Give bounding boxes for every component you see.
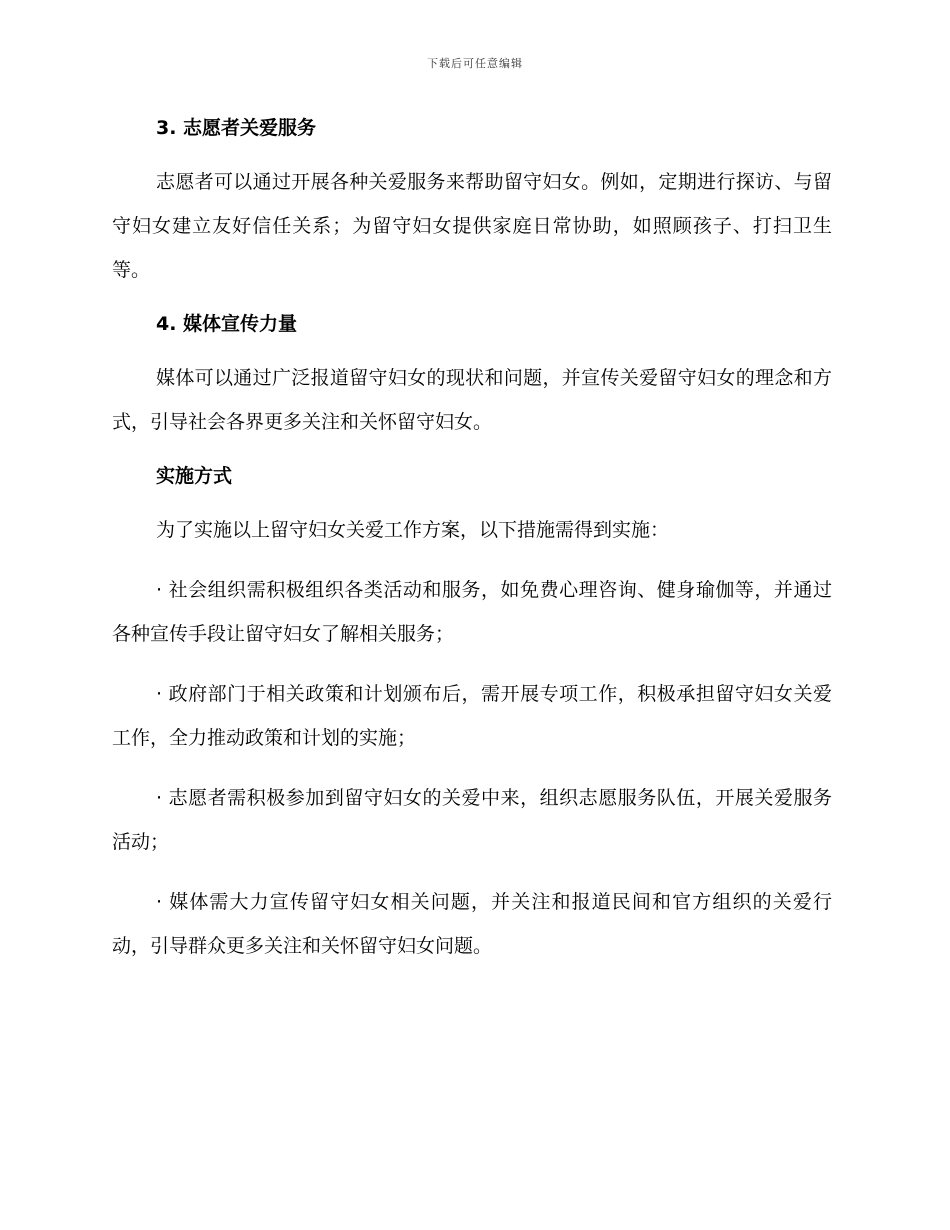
bullet-item-government-departments: · 政府部门于相关政策和计划颁布后，需开展专项工作，积极承担留守妇女关爱工作，全力推动政策和计划的实施；	[112, 683, 832, 749]
bullet-item-social-organizations: · 社会组织需积极组织各类活动和服务，如免费心理咨询、健身瑜伽等，并通过各种宣传手段让留守妇女了解相关服务；	[112, 579, 832, 645]
section-heading-media-publicity: 4. 媒体宣传力量	[156, 313, 298, 335]
paragraph-implementation-intro: 为了实施以上留守妇女关爱工作方案，以下措施需得到实施：	[156, 519, 670, 541]
bullet-item-volunteers: · 志愿者需积极参加到留守妇女的关爱中来，组织志愿服务队伍，开展关爱服务活动；	[112, 787, 832, 853]
paragraph-volunteer-care: 志愿者可以通过开展各种关爱服务来帮助留守妇女。例如，定期进行探访、与留守妇女建立友好信任关系；为留守妇女提供家庭日常协助，如照顾孩子、打扫卫生等。	[112, 171, 832, 281]
bullet-item-media: · 媒体需大力宣传留守妇女相关问题，并关注和报道民间和官方组织的关爱行动，引导群众更多关注和关怀留守妇女问题。	[112, 891, 832, 957]
document-body	[112, 112, 832, 984]
page-header-note: 下载后可任意编辑	[427, 57, 523, 70]
section-heading-volunteer-care: 3. 志愿者关爱服务	[156, 117, 317, 139]
paragraph-media-publicity: 媒体可以通过广泛报道留守妇女的现状和问题，并宣传关爱留守妇女的理念和方式，引导社会各界更多关注和关怀留守妇女。	[112, 367, 832, 433]
section-heading-implementation: 实施方式	[156, 465, 233, 487]
